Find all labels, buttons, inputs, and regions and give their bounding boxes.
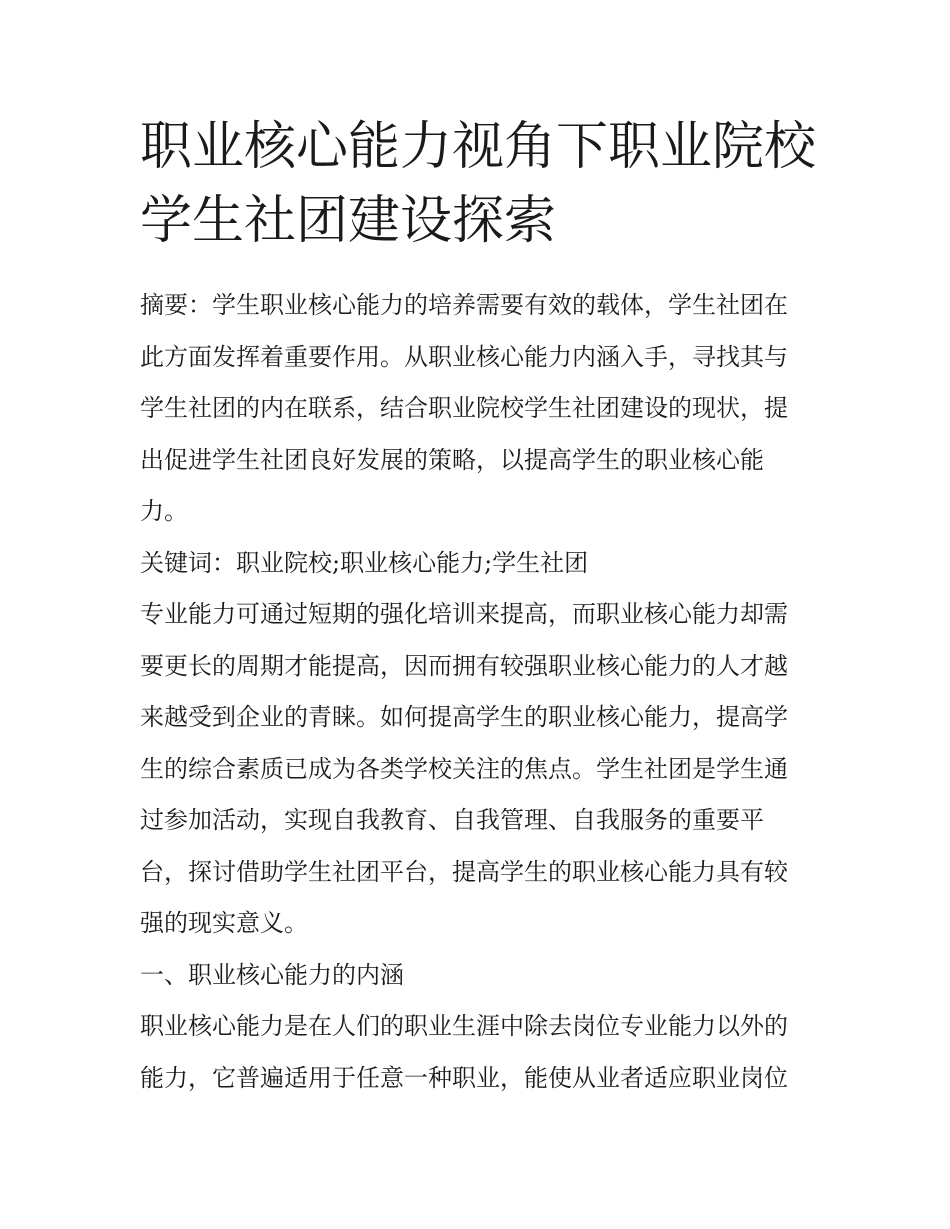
title-line-2: 学生社团建设探索 — [140, 191, 557, 251]
abstract-line: 力。 — [140, 497, 188, 525]
intro-line: 台，探讨借助学生社团平台，提高学生的职业核心能力具有较 — [140, 857, 788, 886]
intro-line: 生的综合素质已成为各类学校关注的焦点。学生社团是学生通 — [140, 754, 788, 783]
keywords-line: 关键词：职业院校;职业核心能力;学生社团 — [140, 548, 589, 577]
abstract-paragraph — [140, 280, 820, 538]
intro-line: 过参加活动，实现自我教育、自我管理、自我服务的重要平 — [140, 806, 764, 834]
section-1-line: 能力，它普遍适用于任意一种职业，能使从业者适应职业岗位 — [140, 1063, 788, 1092]
section-1-line: 职业核心能力是在人们的职业生涯中除去岗位专业能力以外的 — [140, 1012, 788, 1040]
document-title — [140, 110, 820, 258]
section-1-heading: 一、职业核心能力的内涵 — [140, 960, 404, 989]
keywords-paragraph — [140, 538, 820, 590]
abstract-line: 摘要：学生职业核心能力的培养需要有效的载体，学生社团在 — [140, 291, 788, 319]
section-1-paragraph — [140, 1001, 820, 1104]
section-heading — [140, 950, 820, 1002]
intro-paragraph — [140, 589, 820, 950]
intro-line: 来越受到企业的青睐。如何提高学生的职业核心能力，提高学 — [140, 703, 788, 731]
intro-line: 强的现实意义。 — [140, 909, 308, 937]
abstract-line: 出促进学生社团良好发展的策略，以提高学生的职业核心能 — [140, 445, 764, 474]
title-line-1: 职业核心能力视角下职业院校 — [140, 117, 817, 177]
abstract-line: 此方面发挥着重要作用。从职业核心能力内涵入手，寻找其与 — [140, 342, 788, 371]
intro-line: 要更长的周期才能提高，因而拥有较强职业核心能力的人才越 — [140, 651, 788, 680]
abstract-line: 学生社团的内在联系，结合职业院校学生社团建设的现状，提 — [140, 394, 788, 422]
document-body — [140, 280, 820, 1104]
intro-line: 专业能力可通过短期的强化培训来提高，而职业核心能力却需 — [140, 600, 788, 628]
